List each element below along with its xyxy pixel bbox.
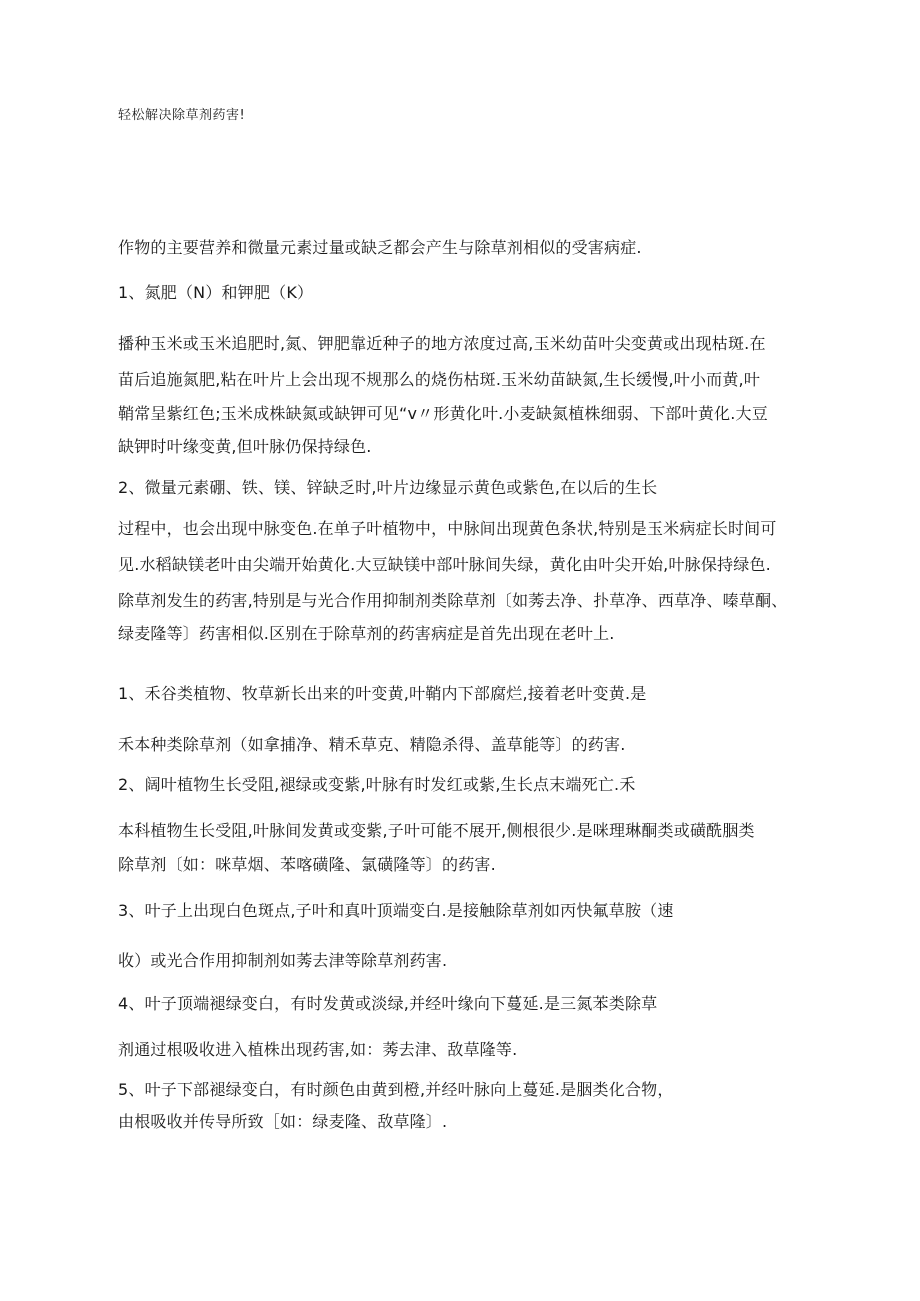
section2-line-2: 见.水稻缺镁老叶由尖端开始黄化.大豆缺镁中部叶脉间失绿，黄化由叶尖开始,叶脉保持绿色.	[118, 555, 771, 574]
item2-line-3: 除草剂〔如：咪草烟、苯喀磺隆、氯磺隆等〕的药害.	[118, 855, 496, 874]
item3-first-line: 3、叶子上出现白色斑点,子叶和真叶顶端变白.是接触除草剂如丙快氟草胺（速	[118, 901, 674, 920]
item1-first-line: 1、禾谷类植物、牧草新长出来的叶变黄,叶鞘内下部腐烂,接着老叶变黄.是	[118, 684, 647, 703]
section1-heading: 1、氮肥（N）和钾肥（K）	[118, 283, 314, 302]
item2-line-2: 本科植物生长受阻,叶脉间发黄或变紫,子叶可能不展开,侧根很少.是咪理琳酮类或磺酰胭类	[118, 821, 755, 840]
section1-line-2: 苗后追施氮肥,粘在叶片上会出现不规那么的烧伤枯斑.玉米幼苗缺氮,生长缓慢,叶小而黄,叶	[118, 370, 761, 389]
section2-line-3: 除草剂发生的药害,特别是与光合作用抑制剂类除草剂〔如莠去净、扑草净、西草净、嗪草酮、	[118, 591, 788, 610]
section1-line-3: 鞘常呈紫红色;玉米成株缺氮或缺钾可见“v〃形黄化叶.小麦缺氮植株细弱、下部叶黄化.大豆	[118, 404, 768, 423]
section2-line-1: 过程中，也会出现中脉变色.在单子叶植物中，中脉间出现黄色条状,特别是玉米病症长时间可	[118, 519, 777, 538]
item4-line-2: 剂通过根吸收进入植株出现药害,如：莠去津、敌草隆等.	[118, 1040, 518, 1059]
item4-first-line: 4、叶子顶端褪绿变白，有时发黄或淡绿,并经叶缘向下蔓延.是三氮苯类除草	[118, 994, 658, 1013]
item1-line-2: 禾本种类除草剂（如拿捕净、精禾草克、精隐杀得、盖草能等〕的药害.	[118, 735, 626, 754]
section1-line-1: 播种玉米或玉米追肥时,氮、钾肥靠近种子的地方浓度过高,玉米幼苗叶尖变黄或出现枯斑.在	[118, 334, 766, 353]
section2-heading: 2、微量元素硼、铁、镁、锌缺乏时,叶片边缘显示黄色或紫色,在以后的生长	[118, 478, 658, 497]
item2-first-line: 2、阔叶植物生长受阻,褪绿或变紫,叶脉有时发红或紫,生长点末端死亡.禾	[118, 775, 636, 794]
item3-line-2: 收）或光合作用抑制剂如莠去津等除草剂药害.	[118, 951, 448, 970]
document-title: 轻松解决除草剂药害!	[118, 108, 246, 123]
section1-line-4: 缺钾时叶缘变黄,但叶脉仍保持绿色.	[118, 437, 372, 456]
item5-first-line: 5、叶子下部褪绿变白，有时颜色由黄到橙,并经叶脉向上蔓延.是胭类化合物，	[118, 1080, 674, 1099]
intro-paragraph: 作物的主要营养和微量元素过量或缺乏都会产生与除草剂相似的受害病症.	[118, 238, 642, 257]
section2-line-4: 绿麦隆等〕药害相似.区别在于除草剂的药害病症是首先出现在老叶上.	[118, 624, 615, 643]
item5-line-2: 由根吸收并传导所致［如：绿麦隆、敌草隆〕.	[118, 1112, 448, 1131]
